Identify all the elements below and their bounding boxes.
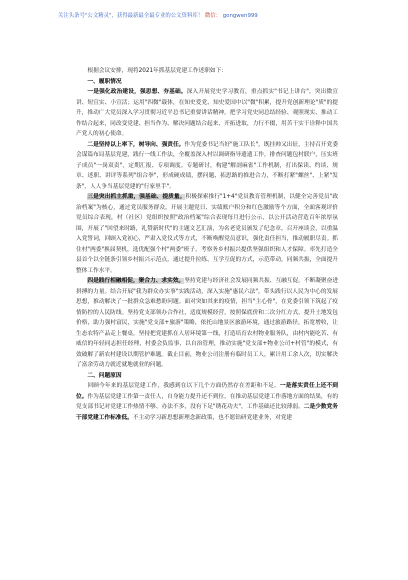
paragraph-lead: 四是践行相融相促，聚合力、求实效。 [87,278,185,284]
banner-wechat-id: gongwen999 [222,13,258,19]
intro-paragraph: 根据会议安排，现将2021年抓基层党建工作述职如下： [87,68,227,74]
paragraph-lead: 三是突出抓主抓重，强基础、提质量。 [87,194,186,200]
paragraph-lead: 二是少数党务干部党建工作标准低。 [76,404,338,421]
paragraph-problems [76,381,338,423]
paragraph-body: 作为党委书记当好"施工队长"，既挂帅又出征，主持召开党委会谋篇布局基层党建，践行一线工作法，全覆盖深入村以调研指导遗遗工作，排查问题包村联户，压实班子成员"一岗双责"，定期汇报、专项调度。专题研讨，构建"解剖麻雀"工作机制，打出保读、约谈、规章、述职、讲评等系列"组合拳"，形成硬成绩，摆问题、拓思路的推进合力，不断打紧"螺丝"、上紧"发条"，人人争当基层党建的"行家里手"。 [76,141,339,190]
banner-wechat-label: 微信： [204,13,222,19]
paragraph-lead: 二是坚持以上率下，树导向、强责任。 [87,141,185,148]
banner-promo-text: 关注头条号"公文精灵"，获得最新最全最专业的公文资料库！ [58,13,204,19]
paragraph-strengthen-foundation [76,192,338,276]
paragraph-lead: 一是落实责任上还不到位。 [76,383,338,400]
paragraph-body: 深入开展党史学习教育，重点抓实"书记上讲台"，突出微宣讲、短宣实、小宣活；运用"四微"载体，在知史爱党、知史爱国中以"微"积累，提升党创新理论"质"的提升，推动广大党员深入学习贯彻习近平总书记重要讲话精神，把学习党史同总结经验、观照现实、推动工作结合起来，同改变党建、担当作为、解决问题结合起来，开拓进取，力行不辍，用苦干实干诠释中国共产党人的初心使命。 [76,89,339,137]
paragraph-body: 不主动学习新思想新理念新政策，也不愿钻研党建业务，对党建 [132,414,293,421]
paragraph-integration [76,276,338,371]
paragraph-leading-by-example [76,140,338,193]
paragraph-political-building [76,87,338,140]
header-banner [58,8,358,24]
paragraph-body: 积极探索推行"1+4"党员教育管理机制，以健全完善党员"政治档案"为核心，通过党员服务群众，开展主题党日、实绩账户积分和红色激励等个方面，全面客观评价党员综合表现，村（社区）党组织按照"政治档案"综合表现每月进行公示，以公开活动营造百年浓厚氛围，开展了"回望来时路，礼赞新时代"的主题文艺汇演，为名老党员颁发了纪念章，召开座谈会，以重温入党誓词，回顾入党初心，严肃入党仪式等方式，不断唤醒党员意识，强化责任担当，推动履职尽责。抓住村"两委"换届契机，选优配强个村"两委"班子，考察务乡村振兴提供坚强组织和人才保障。率先打造全县首个以全链条引领乡村振兴示范点，通过提升拉练、互学互促的方式，示范带动，同频共振，全面提升整体工作水平。 [76,194,339,274]
paragraph-body: 回顾今年来的基层党建工作，我感到在以下几个方面仍然存在差距和不足。 [87,383,280,389]
paragraph-body: 坚持党建与经济社会发展同频共振、互融互促，不断凝聚奋进拼搏的力量。结合开展"我为群众办实事"实践活动，深入实施"惠民六法"，带头践行以人民为中心的发展思想，推动解决了一批群众急难愁盼问题。面对突如其来的疫情，担当"主心骨"，在党委引领下筑起了疫情防控的人民防线。坚持党支部领办合作社，适度规模经营，按照保底价和二次分红方式，提升土地发包价格，助力强村富民，实施"党支部+旅游"策略，依托山地景区旅游环境，通过旅游路径，拓宽增收，让生态农特产品走上餐桌。坚持把党建抓在人居环境第一线，打造培育农村物业服务队，由村内能吃苦、有威信的年轻同志担任经理，村委会负监事，以自治管理，推动实施"党支部+物业公司+村管"的模式，有效破解了新农村建设以期管护难题。截止目前，物业公司注册有临时员工人，累计用工余人次，切实解决了富余劳动力就近就地就业的问题。 [76,278,339,368]
paragraph-lead: 一是强化政治建设，强思想、夯基础。 [87,89,187,95]
section-title-problems: 二、问题原因 [87,372,122,379]
report-body [76,66,338,423]
section-title-performance: 一、履职情况 [87,78,122,85]
paragraph-body: 作为基层党建工作第一责任人，自身能力提升还不到位，在推动基层党建工作落地方面的结果，有的党支部书记对党建工作热情不够、办法不多，没有下足"绣花功夫"，工作基础还比较薄弱。 [76,393,339,410]
